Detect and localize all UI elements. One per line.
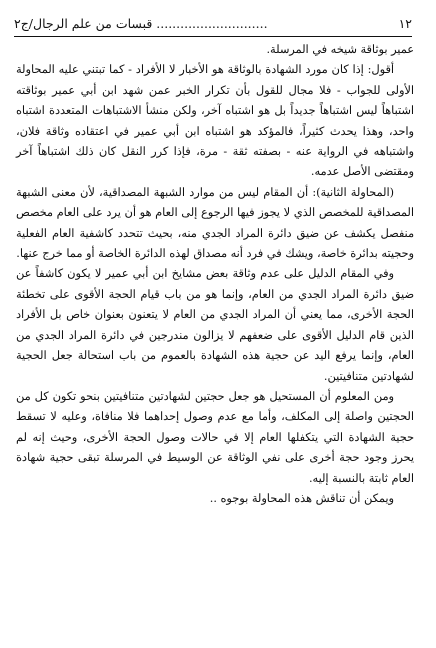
- paragraph: أقول: إذا كان مورد الشهادة بالوثاقة هو الأخبار لا الأفراد - كما تبتني عليه المحاولة الأولى للجواب - فلا مجال للقول بأن تكرار الخبر عمن شهد ابن أبي عمير بوثاقته اشتباهاً ليس اشتباهاً جديداً بل هو اشتباه آخر، ولكن منشأ الاشتباهات المتعددة اشتباه واحد، وهذا يحدث كثيراً، فالمؤكد هو اشتباه ابن أبي عمير في اعتقاده وثاقة فلان، واشتباهه في الرواية عنه - بصفته ثقة - مرة، فإذا كرر النقل كان ذلك اشتباهاً آخر ومقتضى الأصل عدمه.: [16, 63, 414, 179]
- running-title: ............................ قبسات من علم الرجال/ج٢: [14, 16, 268, 31]
- page-body: [16, 40, 414, 509]
- paragraph: وفي المقام الدليل على عدم وثاقة بعض مشايخ ابن أبي عمير لا يكون كاشفاً عن ضيق دائرة المراد الجدي من العام، وإنما هو من باب قيام الحجة الأقوى على تخطئة الحجة الأخرى، مما يعني أن المراد الجدي من العام لا يتعنون بعنوان خاص بل الأفراد الذين قام الدليل الأقوى على ضعفهم لا يزالون مندرجين في دائرة المراد الجدي من العام، وإنما يرفع اليد عن حجية هذه الشهادة بالعموم من باب استحالة جعل الحجية لشهادتين متنافيتين.: [16, 267, 414, 383]
- page-header: [14, 13, 412, 35]
- page-number: ١٢: [398, 16, 412, 31]
- paragraph-continuation: عمير بوثاقة شيخه في المرسلة.: [266, 43, 414, 56]
- paragraph: ويمكن أن تناقش هذه المحاولة بوجوه ..: [209, 491, 394, 505]
- header-divider: [14, 36, 412, 37]
- paragraph: ومن المعلوم أن المستحيل هو جعل حجتين لشهادتين متنافيتين بنحو تكون كل من الحجتين واصلة إلى المكلف، وأما مع عدم وصول إحداهما فلا منافاة، وعليه لا تسقط حجية الشهادة التي يتكفلها العام إلا في حالات وصول الحجة الأخرى، وحيث إنه لم يحرز وجود حجة أخرى على نفي الوثاقة عن الوسيط في المرسلة تبقى حجية شهادة العام ثابتة بالنسبة إليه.: [16, 389, 414, 485]
- paragraph: (المحاولة الثانية): أن المقام ليس من موارد الشبهة المصداقية، لأن معنى الشبهة المصداقية للمخصص الذي لا يجوز فيها الرجوع إلى العام هو أن يرد على العام مخصص منفصل يكشف عن ضيق دائرة المراد الجدي منه، بحيث تتحدد كاشفية العام الفعلية وحجيته بدائرة خاصة، ويشك في فرد أنه مصداق لهذه الدائرة الخاصة أو مما خرج عنها.: [16, 185, 414, 261]
